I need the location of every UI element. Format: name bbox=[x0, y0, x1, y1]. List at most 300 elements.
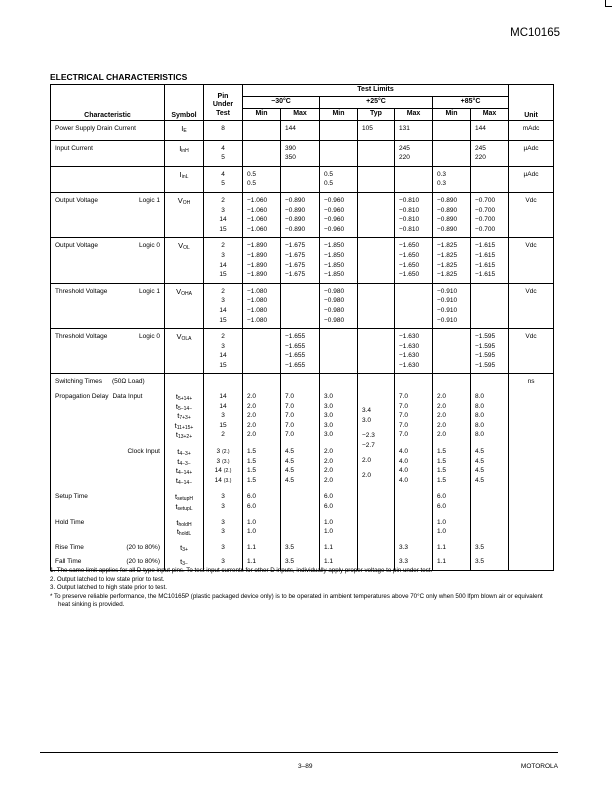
row-value bbox=[358, 140, 395, 166]
row-unit bbox=[509, 140, 554, 166]
symbol-base: I bbox=[179, 143, 182, 153]
row-value bbox=[471, 121, 509, 141]
spacer bbox=[437, 377, 470, 392]
row-value bbox=[395, 329, 433, 374]
table-row bbox=[51, 166, 554, 192]
limit-col-6: Max bbox=[471, 109, 509, 121]
row-value-text: −1.060 −1.060 −1.060 −1.060 bbox=[247, 196, 268, 233]
fall-value: 3.5 bbox=[285, 558, 295, 566]
hold-symbol-sub: holdL bbox=[178, 531, 192, 538]
prop-value: 3.0 3.0 3.0 3.0 3.0 bbox=[324, 393, 334, 439]
rise-value: 3.3 bbox=[399, 543, 409, 551]
row-unit-text: Vdc bbox=[525, 242, 537, 250]
symbol bbox=[165, 196, 203, 209]
rise-symbol-sub: 3+ bbox=[182, 546, 188, 553]
symbol-sub: inL bbox=[181, 173, 189, 180]
footnote-3: 3. Output latched to high state prior to test. bbox=[50, 584, 167, 592]
setup-symbol bbox=[165, 492, 203, 502]
row-value bbox=[358, 283, 395, 328]
row-pins-text: 2 3 14 15 bbox=[219, 196, 227, 233]
rise-symbol-base: t bbox=[180, 542, 183, 552]
row-value bbox=[243, 238, 281, 283]
prop-delay-symbol bbox=[165, 392, 203, 402]
prop-delay-symbol-sub: 11+15+ bbox=[176, 424, 194, 431]
row-unit bbox=[509, 166, 554, 192]
row-value-text: −0.910 −0.910 −0.910 −0.910 bbox=[437, 287, 458, 324]
characteristic-label: Power Supply Drain Current bbox=[55, 125, 136, 132]
row-value-text: 245 220 bbox=[475, 144, 486, 162]
row-value bbox=[320, 238, 358, 283]
row-value bbox=[471, 329, 509, 374]
setup-value bbox=[285, 492, 319, 511]
spacer bbox=[399, 440, 432, 447]
characteristic-label: Output Voltage bbox=[55, 196, 99, 204]
symbol-base: I bbox=[179, 169, 182, 179]
fall-symbol-sub: 3− bbox=[182, 561, 188, 568]
fall-range: (20 to 80%) bbox=[126, 558, 160, 566]
spacer bbox=[204, 377, 242, 392]
row-value-text: −0.890 −0.890 −0.890 −0.890 bbox=[437, 196, 458, 233]
row-pins bbox=[204, 192, 243, 237]
row-unit-text: µAdc bbox=[523, 144, 539, 152]
rise-value: 1.1 bbox=[324, 543, 334, 551]
switch-line bbox=[204, 447, 242, 457]
row-value bbox=[243, 329, 281, 374]
temp-plus25: +25°C bbox=[320, 97, 433, 109]
switch-line bbox=[55, 392, 164, 402]
switching-unit-text: ns bbox=[527, 378, 535, 386]
row-characteristic bbox=[51, 192, 165, 237]
row-value-text: −0.890 −0.890 −0.890 −0.890 bbox=[285, 196, 306, 233]
footnote-1: 1. The same limit applies for all D type input pins. To test input currents for other D inputs, individually apply proper voltage to pin under test. bbox=[50, 567, 433, 574]
switching-value-col bbox=[471, 374, 509, 571]
switching-characteristics bbox=[51, 374, 165, 571]
spacer bbox=[399, 485, 432, 492]
switching-unit bbox=[509, 374, 554, 571]
spacer bbox=[55, 457, 164, 493]
row-value bbox=[243, 121, 281, 141]
clock-pin-note: (3.) bbox=[222, 458, 230, 465]
footer-rule bbox=[40, 752, 558, 753]
fall-value: 1.1 bbox=[437, 558, 447, 566]
row-value-text: −1.675 −1.675 −1.675 −1.675 bbox=[285, 242, 306, 279]
spacer bbox=[437, 485, 470, 492]
spacer bbox=[247, 440, 280, 447]
characteristic-label: Output Voltage bbox=[55, 242, 99, 250]
symbol-sub: OH bbox=[182, 199, 191, 206]
switching-symbols bbox=[165, 374, 204, 571]
logic-label: Logic 1 bbox=[139, 196, 160, 204]
row-characteristic bbox=[51, 166, 165, 192]
clock-pin: 3 bbox=[216, 457, 221, 465]
switch-line bbox=[55, 377, 164, 387]
row-value-text: 0.5 0.5 bbox=[247, 170, 257, 188]
hold-value bbox=[475, 518, 508, 537]
electrical-characteristics-table bbox=[50, 84, 554, 571]
rise-value: 3.5 bbox=[475, 543, 485, 551]
logic-label: Logic 0 bbox=[139, 242, 160, 250]
fall-value: 1.1 bbox=[247, 558, 257, 566]
row-value-text: −0.980 −0.980 −0.980 −0.980 bbox=[324, 287, 345, 324]
clock-pin: 14 bbox=[214, 476, 222, 484]
row-value bbox=[433, 238, 471, 283]
row-pins bbox=[204, 140, 243, 166]
row-unit bbox=[509, 329, 554, 374]
spacer bbox=[247, 377, 280, 392]
row-value bbox=[471, 283, 509, 328]
row-pins bbox=[204, 166, 243, 192]
spacer bbox=[475, 440, 508, 447]
table-row bbox=[51, 238, 554, 283]
setup-symbol-base: t bbox=[175, 502, 178, 511]
prop-delay-symbol-base: t bbox=[175, 401, 178, 411]
row-unit-text: µAdc bbox=[523, 170, 539, 178]
clock-delay-symbol-base: t bbox=[177, 447, 180, 457]
characteristic-label: Threshold Voltage bbox=[55, 333, 108, 341]
row-characteristic bbox=[51, 329, 165, 374]
clock-pin: 14 bbox=[214, 467, 222, 475]
row-value bbox=[358, 192, 395, 237]
spacer bbox=[285, 440, 319, 447]
prop-delay-symbol-base: t bbox=[174, 420, 177, 430]
symbol-sub: OHA bbox=[181, 290, 192, 297]
fall-pins: 3 bbox=[221, 558, 225, 566]
switching-load: (50Ω Load) bbox=[111, 378, 145, 386]
prop-delay-symbol-sub: 13+2+ bbox=[177, 434, 193, 441]
limit-col-0: Min bbox=[243, 109, 281, 121]
row-value-text: 0.5 0.5 bbox=[324, 170, 334, 188]
row-value-text: −0.700 −0.700 −0.700 −0.700 bbox=[475, 196, 496, 233]
spacer bbox=[55, 502, 164, 518]
clock-delay-symbol-sub: 4−3− bbox=[179, 460, 191, 467]
row-value-text: 390 350 bbox=[285, 144, 296, 162]
hold-value: 1.0 1.0 bbox=[247, 518, 257, 536]
spacer bbox=[475, 377, 508, 392]
row-value bbox=[471, 192, 509, 237]
table-row bbox=[51, 283, 554, 328]
row-pins-text: 2 3 14 15 bbox=[219, 287, 227, 324]
rise-pins: 3 bbox=[221, 543, 225, 551]
row-value-text: −1.080 −1.080 −1.080 −1.080 bbox=[247, 287, 268, 324]
switching-value-col bbox=[358, 374, 395, 571]
hold-pins: 3 3 bbox=[221, 518, 225, 536]
spacer bbox=[55, 527, 164, 543]
row-symbol bbox=[165, 329, 204, 374]
rise-symbol bbox=[165, 543, 203, 553]
part-number: MC10165 bbox=[510, 27, 560, 39]
prop-pins: 14 14 3 15 2 bbox=[219, 393, 227, 439]
row-value bbox=[358, 166, 395, 192]
fall-symbol bbox=[165, 557, 203, 567]
table-row bbox=[51, 192, 554, 237]
limit-col-4: Max bbox=[395, 109, 433, 121]
row-symbol bbox=[165, 166, 204, 192]
row-characteristic bbox=[51, 238, 165, 283]
data-input-label: Data Input bbox=[112, 393, 143, 401]
spacer bbox=[324, 440, 357, 447]
prop-delay-symbol-base: t bbox=[177, 411, 180, 421]
symbol bbox=[165, 241, 203, 254]
row-value bbox=[281, 121, 320, 141]
prop-delay-symbol-sub: 5−14− bbox=[177, 405, 193, 412]
spacer bbox=[324, 485, 357, 492]
section-title: ELECTRICAL CHARACTERISTICS bbox=[50, 72, 188, 82]
spacer bbox=[247, 485, 280, 492]
clock-delay-symbol bbox=[165, 466, 203, 476]
switch-line bbox=[55, 543, 164, 553]
setup-pins: 3 3 bbox=[221, 493, 225, 510]
row-pins bbox=[204, 329, 243, 374]
clock-delay-symbol bbox=[165, 476, 203, 486]
spacer bbox=[475, 485, 508, 492]
hold-symbol-base: t bbox=[176, 527, 179, 537]
row-value bbox=[471, 140, 509, 166]
limit-col-5: Min bbox=[433, 109, 471, 121]
setup-symbol bbox=[165, 502, 203, 512]
limit-col-2: Min bbox=[320, 109, 358, 121]
symbol bbox=[165, 332, 203, 345]
clock-pin: 3 bbox=[216, 448, 221, 456]
row-value-text: −0.960 −0.960 −0.960 −0.960 bbox=[324, 196, 345, 233]
row-value bbox=[281, 140, 320, 166]
clock-value: 1.5 1.5 1.5 1.5 bbox=[437, 448, 447, 484]
row-characteristic bbox=[51, 121, 165, 141]
clock-value: 4.5 4.5 4.5 4.5 bbox=[285, 448, 295, 484]
clock-delay-symbol bbox=[165, 447, 203, 457]
spacer bbox=[324, 377, 357, 392]
symbol-base: V bbox=[177, 195, 183, 205]
row-pins bbox=[204, 283, 243, 328]
limit-col-3: Typ bbox=[358, 109, 395, 121]
row-value-text: 0.3 0.3 bbox=[437, 170, 447, 188]
spacer bbox=[285, 377, 319, 392]
symbol bbox=[165, 287, 203, 300]
setup-value: 6.0 6.0 bbox=[247, 493, 257, 510]
spacer bbox=[362, 392, 394, 399]
prop-delay-symbol-base: t bbox=[175, 392, 178, 402]
row-pins bbox=[204, 121, 243, 141]
row-value bbox=[433, 283, 471, 328]
clock-delay-symbol bbox=[165, 457, 203, 467]
row-pins-text: 4 5 bbox=[221, 170, 225, 188]
row-characteristic bbox=[51, 140, 165, 166]
setup-value: 6.0 6.0 bbox=[324, 493, 334, 510]
clock-delay-symbol-sub: 4−3+ bbox=[179, 451, 191, 458]
row-value-text: 245 220 bbox=[399, 144, 410, 162]
setup-symbol-sub: setupL bbox=[177, 506, 193, 512]
clock-delay-symbol-base: t bbox=[175, 466, 178, 476]
row-value-text: −1.595 −1.595 −1.595 −1.595 bbox=[475, 333, 496, 369]
row-value bbox=[471, 238, 509, 283]
switch-line bbox=[55, 557, 164, 567]
prop-value: 8.0 8.0 8.0 8.0 8.0 bbox=[475, 393, 485, 439]
row-symbol bbox=[165, 121, 204, 141]
row-value bbox=[433, 121, 471, 141]
rise-value: 1.1 bbox=[437, 543, 447, 551]
clock-delay-symbol-base: t bbox=[177, 456, 180, 466]
spacer bbox=[285, 485, 319, 492]
hold-value: 1.0 1.0 bbox=[437, 518, 447, 536]
prop-delay-symbol-base: t bbox=[175, 430, 178, 440]
row-symbol bbox=[165, 192, 204, 237]
clock-delay-symbol-base: t bbox=[175, 475, 178, 485]
hold-symbol-base: t bbox=[176, 517, 179, 527]
setup-symbol-base: t bbox=[175, 492, 178, 502]
symbol bbox=[165, 144, 203, 157]
hold-value bbox=[285, 518, 319, 537]
logic-label: Logic 1 bbox=[139, 287, 160, 295]
setup-value: 3.4 3.0 bbox=[362, 407, 372, 424]
spacer bbox=[362, 377, 394, 392]
prop-delay-symbol-sub: 7+3+ bbox=[179, 415, 191, 422]
switching-pins bbox=[204, 374, 243, 571]
row-unit-text: mAdc bbox=[522, 125, 540, 132]
rise-value: 3.5 bbox=[285, 543, 295, 551]
rise-value: 2.0 bbox=[362, 457, 372, 465]
clock-pin-note: (3.) bbox=[223, 477, 232, 484]
row-pins-text: 2 3 14 15 bbox=[219, 242, 227, 279]
symbol-base: V bbox=[176, 332, 182, 342]
setup-symbol-sub: setupH bbox=[177, 496, 193, 503]
prop-value: 7.0 7.0 7.0 7.0 7.0 bbox=[399, 393, 409, 439]
rise-range: (20 to 80%) bbox=[126, 543, 160, 551]
row-value bbox=[243, 140, 281, 166]
clock-delay-symbol-sub: 4−14+ bbox=[177, 470, 193, 477]
row-value bbox=[243, 192, 281, 237]
row-value bbox=[281, 192, 320, 237]
row-unit bbox=[509, 283, 554, 328]
row-value bbox=[433, 140, 471, 166]
col-test-limits: Test Limits bbox=[243, 85, 509, 97]
spacer bbox=[165, 485, 203, 492]
footer-brand: MOTOROLA bbox=[520, 763, 558, 770]
switching-value-col bbox=[395, 374, 433, 571]
row-value-text: −1.850 −1.850 −1.850 −1.850 bbox=[324, 242, 345, 279]
row-value-text: −1.655 −1.655 −1.655 −1.655 bbox=[285, 333, 306, 369]
row-value bbox=[281, 283, 320, 328]
row-value bbox=[395, 140, 433, 166]
prop-value: 7.0 7.0 7.0 7.0 7.0 bbox=[285, 393, 295, 439]
row-symbol bbox=[165, 238, 204, 283]
page-corner-mark bbox=[605, 0, 612, 7]
characteristic-label: Input Current bbox=[55, 144, 93, 152]
row-value bbox=[320, 192, 358, 237]
row-value bbox=[320, 166, 358, 192]
table-row bbox=[51, 121, 554, 141]
switch-line bbox=[204, 476, 242, 486]
switching-value-col bbox=[243, 374, 281, 571]
row-value bbox=[320, 329, 358, 374]
col-unit: Unit bbox=[509, 85, 554, 121]
row-value-text: 144 bbox=[475, 125, 486, 132]
prop-delay-symbol-sub: 5+14+ bbox=[177, 396, 193, 403]
switching-title: Switching Times bbox=[55, 378, 102, 386]
table-row bbox=[51, 329, 554, 374]
temp-plus85: +85°C bbox=[433, 97, 509, 109]
prop-delay-symbol bbox=[165, 430, 203, 440]
col-characteristic: Characteristic bbox=[51, 85, 165, 121]
row-unit-text: Vdc bbox=[525, 196, 537, 204]
row-value bbox=[281, 166, 320, 192]
page-number: 3–89 bbox=[298, 763, 313, 770]
row-symbol bbox=[165, 283, 204, 328]
hold-time-label: Hold Time bbox=[55, 518, 85, 526]
row-unit bbox=[509, 121, 554, 141]
row-value bbox=[395, 238, 433, 283]
spacer bbox=[165, 440, 203, 447]
row-value-text: −1.825 −1.825 −1.825 −1.825 bbox=[437, 242, 458, 279]
clock-value: 1.5 1.5 1.5 1.5 bbox=[247, 448, 257, 484]
hold-symbol-sub: holdH bbox=[178, 521, 192, 528]
row-value bbox=[243, 283, 281, 328]
row-unit bbox=[509, 238, 554, 283]
hold-value bbox=[399, 518, 432, 537]
footnotes bbox=[50, 567, 555, 610]
row-value-text: −1.650 −1.650 −1.650 −1.650 bbox=[399, 242, 420, 279]
row-value-text: 131 bbox=[399, 125, 410, 132]
row-value bbox=[433, 329, 471, 374]
row-unit-text: Vdc bbox=[525, 287, 537, 295]
switch-line bbox=[204, 457, 242, 467]
row-value-text: 144 bbox=[285, 125, 296, 132]
row-value bbox=[281, 238, 320, 283]
temp-minus30: −30°C bbox=[243, 97, 320, 109]
fall-value: 1.1 bbox=[324, 558, 334, 566]
spacer bbox=[362, 399, 394, 406]
footnote-star: * To preserve reliable performance, the MC10165P (plastic packaged device only) is to be operated in ambient temperatures above 70°C only when 500 lfpm blown air or equivalent heat sinking is provided. bbox=[50, 592, 543, 609]
prop-delay-symbol bbox=[165, 421, 203, 431]
characteristic-label: Threshold Voltage bbox=[55, 287, 108, 295]
clock-value: 4.0 4.0 4.0 4.0 bbox=[399, 448, 409, 484]
rise-value: 1.1 bbox=[247, 543, 257, 551]
spacer bbox=[165, 377, 203, 392]
hold-symbol bbox=[165, 527, 203, 537]
setup-value: 6.0 6.0 bbox=[437, 493, 447, 510]
row-value bbox=[433, 192, 471, 237]
clock-pin-note: (2.) bbox=[222, 449, 230, 456]
row-value bbox=[358, 329, 395, 374]
hold-value: 1.0 1.0 bbox=[324, 518, 334, 536]
row-value bbox=[395, 192, 433, 237]
hold-value: −2.3 −2.7 bbox=[362, 432, 375, 449]
col-symbol: Symbol bbox=[165, 85, 204, 121]
col-pin-under-test: Pin Under Test bbox=[204, 85, 243, 121]
prop-delay-label: Propagation Delay bbox=[55, 393, 109, 401]
row-value bbox=[320, 140, 358, 166]
row-value-text: −1.630 −1.630 −1.630 −1.630 bbox=[399, 333, 420, 369]
row-pins bbox=[204, 238, 243, 283]
fall-value: 2.0 bbox=[362, 472, 372, 480]
fall-value: 3.3 bbox=[399, 558, 409, 566]
row-value-text: −0.810 −0.810 −0.810 −0.810 bbox=[399, 196, 420, 233]
prop-value: 2.0 2.0 2.0 2.0 2.0 bbox=[247, 393, 257, 439]
row-characteristic bbox=[51, 283, 165, 328]
spacer bbox=[204, 485, 242, 492]
row-value bbox=[433, 166, 471, 192]
symbol-sub: OL bbox=[183, 245, 190, 252]
switching-times-row bbox=[51, 374, 554, 571]
switching-value-col bbox=[281, 374, 320, 571]
row-unit bbox=[509, 192, 554, 237]
clock-input-label: Clock Input bbox=[127, 448, 160, 456]
row-value bbox=[395, 166, 433, 192]
switching-value-col bbox=[433, 374, 471, 571]
hold-symbol bbox=[165, 518, 203, 528]
row-pins-text: 4 5 bbox=[221, 144, 225, 162]
prop-delay-symbol bbox=[165, 402, 203, 412]
clock-value: 2.0 2.0 2.0 2.0 bbox=[324, 448, 334, 484]
row-value-text: −1.890 −1.890 −1.890 −1.890 bbox=[247, 242, 268, 279]
